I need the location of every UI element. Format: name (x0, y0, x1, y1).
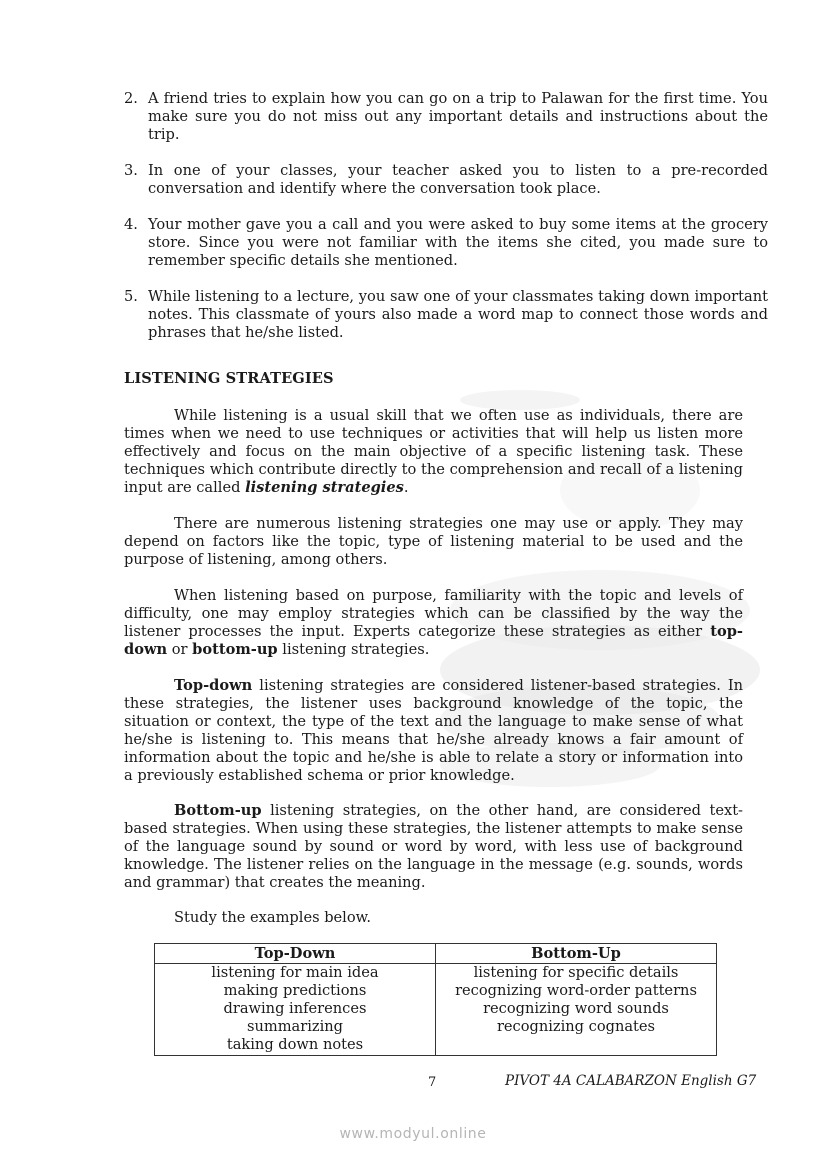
paragraph-intro (124, 407, 743, 497)
table-cell-item: listening for specific details (473, 964, 679, 981)
paragraph-text: listening strategies, on the other hand, are considered text-based strategies. When using these strategies, the listener attempts to make sense of the language sound by sound or word by word, with less use of background knowledge. The listener relies on the language in the message (e.g. sounds, words and grammar) that creates the meaning. (124, 802, 743, 891)
scenario-item (124, 162, 768, 198)
term-top-down: Top-down (174, 677, 253, 694)
scenario-item (124, 90, 768, 144)
page-number: 7 (428, 1075, 437, 1090)
scenario-text: In one of your classes, your teacher asked you to listen to a pre-recorded conversation and identify where the conversation took place. (148, 162, 768, 197)
table-cell-item: summarizing (246, 1018, 343, 1035)
paragraph-end: listening strategies. (277, 641, 430, 658)
term-listening-strategies: listening strategies (245, 479, 404, 496)
scenario-item (124, 288, 768, 342)
table-header-bottom-up: Bottom-Up (436, 944, 717, 964)
top-down-cell (155, 964, 436, 1056)
connector-text: or (167, 641, 193, 658)
paragraph-text: When listening based on purpose, familiarity with the topic and levels of difficulty, one may employ strategies which can be classified by the way the listener processes the input. Experts categorize these strategies as either (124, 587, 743, 640)
scenario-number: 5. (124, 288, 138, 305)
table-header-top-down: Top-Down (155, 944, 436, 964)
scenario-item (124, 216, 768, 270)
bottom-up-cell (436, 964, 717, 1056)
scenario-number: 3. (124, 162, 138, 179)
paragraph-purpose (124, 587, 743, 659)
term-bottom-up: Bottom-up (174, 802, 262, 819)
strategies-table (154, 943, 717, 1056)
table-cell-item: recognizing word-order patterns (455, 982, 697, 999)
scenario-text: A friend tries to explain how you can go on a trip to Palawan for the first time. You make sure you do not miss out any important details and instructions about the trip. (148, 90, 768, 143)
table-row (155, 964, 717, 1056)
paragraph-factors: There are numerous listening strategies one may use or apply. They may depend on factors like the topic, type of listening material to be used and the purpose of listening, among others. (124, 515, 743, 568)
term-top-down: top-down (124, 623, 743, 658)
paragraph-study-examples: Study the examples below. (174, 909, 372, 926)
table-cell-item: taking down notes (226, 1036, 364, 1053)
table-header-row (155, 944, 717, 964)
table-cell-item: making predictions (223, 982, 367, 999)
table-cell-item: listening for main idea (211, 964, 379, 981)
table-cell-item: recognizing word sounds (483, 1000, 669, 1017)
paragraph-end: . (403, 479, 409, 496)
term-bottom-up: bottom-up (192, 641, 278, 658)
scenario-text: While listening to a lecture, you saw one of your classmates taking down important notes. This classmate of yours also made a word map to connect those words and phrases that he/she listed. (148, 288, 768, 341)
section-heading: LISTENING STRATEGIES (124, 370, 334, 387)
paragraph-top-down (124, 677, 743, 785)
table-cell-item: recognizing cognates (496, 1018, 656, 1035)
table-cell-item: drawing inferences (223, 1000, 367, 1017)
paragraph-text: While listening is a usual skill that we often use as individuals, there are times when we need to use techniques or activities that will help us listen more effectively and focus on the main objective of a specific listening task. These techniques which contribute directly to the comprehension and recall of a listening input are called (124, 407, 743, 496)
footer-title: PIVOT 4A CALABARZON English G7 (505, 1073, 757, 1089)
site-watermark-text: www.modyul.online (339, 1126, 487, 1142)
paragraph-bottom-up (124, 802, 743, 892)
scenario-text: Your mother gave you a call and you were asked to buy some items at the grocery store. Since you were not familiar with the items she cited, you made sure to remember specific details she mentioned. (148, 216, 768, 269)
scenario-number: 2. (124, 90, 138, 107)
scenario-number: 4. (124, 216, 138, 233)
paragraph-text: listening strategies are considered listener-based strategies. In these strategies, the listener uses background knowledge of the topic, the situation or context, the type of the text and the language to make sense of what he/she is listening to. This means that he/she already knows a fair amount of information about the topic and he/she is able to relate a story or information into a previously established schema or prior knowledge. (124, 677, 743, 784)
